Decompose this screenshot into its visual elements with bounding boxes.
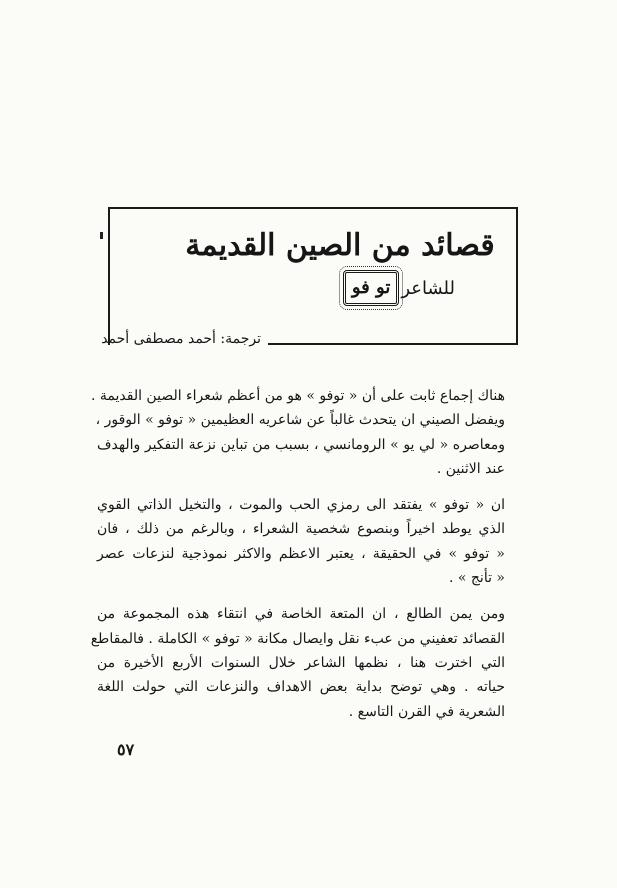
paragraph-line: « تأنج » . bbox=[448, 570, 505, 587]
paragraph-1 bbox=[91, 384, 506, 481]
paragraph-line: حياته . وهي توضح بداية بعض الاهداف والنزعات التي حولت اللغة bbox=[97, 679, 505, 696]
page-number: ٥٧ bbox=[117, 740, 135, 759]
paragraph-line: عند الاثنين . bbox=[436, 460, 505, 477]
title-frame-right-border bbox=[516, 207, 518, 345]
margin-mark bbox=[100, 232, 103, 239]
title-frame-bottom-border bbox=[268, 343, 518, 345]
paragraph-line: ويفضل الصيني ان يتحدث غالباً عن شاعريه العظيمين « توفو » الوقور ، bbox=[95, 412, 505, 429]
title-frame-left-border bbox=[108, 207, 110, 345]
body-text bbox=[90, 384, 506, 736]
paragraph-line: القصائد تعفيني من عبء نقل وايصال مكانة « توفو » الكاملة . فالمقاطع bbox=[90, 630, 505, 647]
paragraph-line: هناك إجماع ثابت على أن « توفو » هو من أعظم شعراء الصين القديمة . bbox=[91, 388, 505, 404]
poet-prefix: للشاعر bbox=[401, 277, 455, 299]
paragraph-line: التي اخترت هنا ، نظمها الشاعر خلال السنوات الأربع الأخيرة من bbox=[97, 654, 505, 671]
paragraph-line: ومعاصره « لي يو » الرومانسي ، بسبب من تباين نزعة التفكير والهدف bbox=[97, 436, 506, 453]
paragraph-2 bbox=[97, 493, 505, 590]
translator-credit: ترجمة: أحمد مصطفى أحمد bbox=[101, 331, 261, 347]
paragraph-line: ومن يمن الطالع ، ان المتعة الخاصة في انتقاء هذه المجموعة من bbox=[97, 606, 505, 623]
paragraph-line: « توفو » في الحقيقة ، يعتبر الاعظم والاكثر نموذجية لنزعات عصر bbox=[97, 545, 505, 562]
paragraph-line: ان « توفو » يفتقد الى رمزي الحب والموت ، والتخيل الذاتي القوي bbox=[97, 497, 505, 514]
paragraph-line: الشعرية في القرن التاسع . bbox=[348, 703, 505, 720]
page-title: قصائد من الصين القديمة bbox=[185, 228, 495, 263]
poet-name-cartouche: تو فو bbox=[343, 270, 399, 306]
paragraph-line: الذي يوطد اخيراً وبنصوع شخصية الشعراء ، وبالرغم من ذلك ، فان bbox=[97, 521, 505, 538]
paragraph-3 bbox=[90, 602, 505, 723]
title-frame-top-border bbox=[108, 207, 518, 209]
poet-line bbox=[343, 270, 455, 306]
